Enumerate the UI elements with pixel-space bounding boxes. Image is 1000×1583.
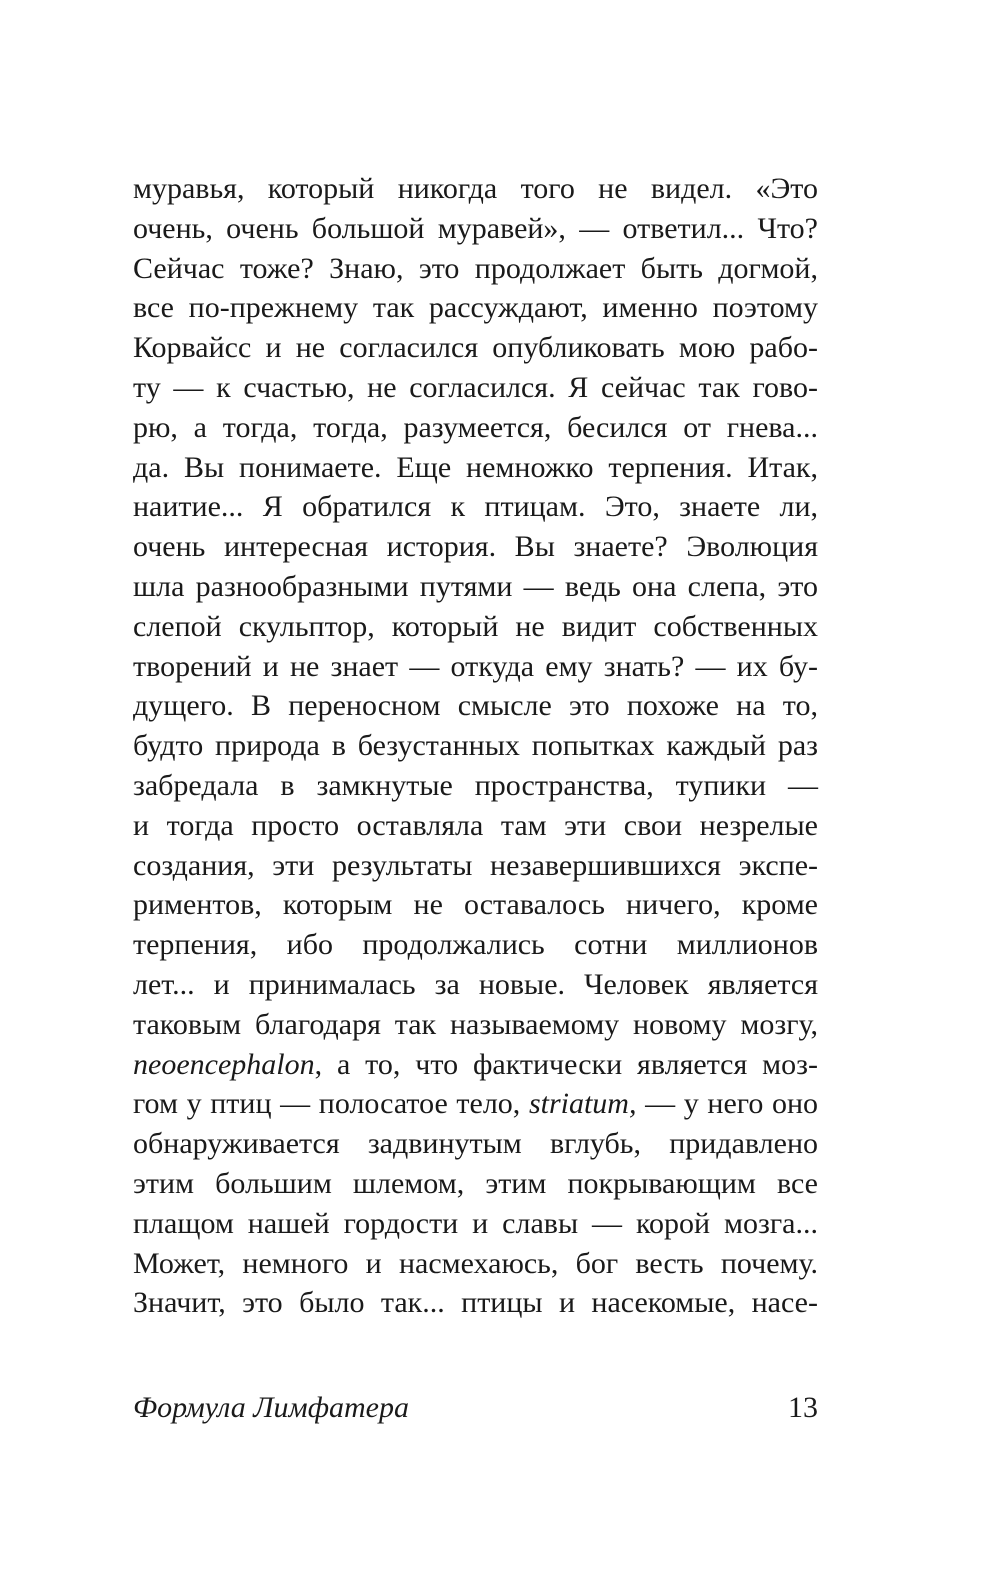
text-segment: — у него оно — [636, 1087, 819, 1121]
text-segment: дущего. В переносном смысле это похоже на то, — [133, 689, 818, 723]
text-segment: обнаруживается задвинутым вглубь, придавлено — [133, 1127, 818, 1161]
text-line — [133, 567, 818, 607]
text-line — [133, 846, 818, 886]
italic-term: striatum, — [528, 1087, 637, 1121]
text-segment: ту — к счастью, не согласился. Я сейчас так гово- — [133, 370, 818, 404]
text-line — [133, 1124, 818, 1164]
italic-term: neoencephalon — [133, 1047, 315, 1081]
text-line — [133, 806, 818, 846]
text-segment: плащом нашей гордости и славы — корой мозга... — [133, 1206, 818, 1240]
text-segment: очень интересная история. Вы знаете? Эволюция — [133, 530, 818, 564]
text-segment: шла разнообразными путями — ведь она слепа, это — [133, 569, 818, 603]
text-segment: рю, а тогда, тогда, разумеется, бесился от гнева... — [133, 410, 818, 444]
text-line — [133, 1244, 818, 1284]
text-line — [133, 1045, 818, 1085]
text-segment: лет... и принималась за новые. Человек является — [133, 967, 818, 1001]
text-segment: будто природа в безустанных попытках каждый раз — [133, 729, 818, 763]
text-line — [133, 607, 818, 647]
text-segment: слепой скульптор, который не видит собственных — [133, 609, 818, 643]
text-segment: Значит, это было так... птицы и насекомые, насе- — [133, 1286, 818, 1320]
text-line — [133, 647, 818, 687]
text-line — [133, 686, 818, 726]
text-segment: да. Вы понимаете. Еще немножко терпения. Итак, — [133, 450, 818, 484]
text-line — [133, 288, 818, 328]
text-line — [133, 965, 818, 1005]
text-line — [133, 925, 818, 965]
text-segment: таковым благодаря так называемому новому мозгу, — [133, 1007, 818, 1041]
body-text — [133, 169, 818, 1323]
text-segment: забредала в замкнутые пространства, тупики — — [133, 768, 818, 802]
text-line — [133, 766, 818, 806]
text-line — [133, 885, 818, 925]
text-line — [133, 1005, 818, 1045]
text-line — [133, 1204, 818, 1244]
text-segment: и тогда просто оставляла там эти свои незрелые — [133, 808, 818, 842]
text-segment: риментов, которым не оставалось ничего, кроме — [133, 888, 818, 922]
text-segment: создания, эти результаты незавершившихся экспе- — [133, 848, 818, 882]
page-footer — [133, 1388, 818, 1428]
text-segment: терпения, ибо продолжались сотни миллионов — [133, 928, 818, 962]
text-segment: очень, очень большой муравей», — ответил... Что? — [133, 211, 818, 245]
text-segment: , а то, что фактически является моз- — [314, 1047, 818, 1081]
text-line — [133, 328, 818, 368]
text-segment: Может, немного и насмехаюсь, бог весть почему. — [133, 1246, 818, 1280]
text-segment: Сейчас тоже? Знаю, это продолжает быть догмой, — [133, 251, 818, 285]
text-line — [133, 1084, 818, 1124]
text-line — [133, 408, 818, 448]
text-line — [133, 249, 818, 289]
text-line — [133, 209, 818, 249]
text-segment: все по-прежнему так рассуждают, именно поэтому — [133, 291, 818, 325]
text-segment: Корвайсс и не согласился опубликовать мою рабо- — [133, 331, 818, 365]
text-line — [133, 1283, 818, 1323]
page-number: 13 — [788, 1391, 818, 1424]
text-line — [133, 527, 818, 567]
text-line — [133, 448, 818, 488]
text-segment: гом у птиц — полосатое тело, — [133, 1087, 529, 1121]
text-line — [133, 726, 818, 766]
text-line — [133, 487, 818, 527]
text-line — [133, 368, 818, 408]
text-segment: муравья, который никогда того не видел. «Это — [133, 172, 818, 205]
text-segment: наитие... Я обратился к птицам. Это, знаете ли, — [133, 490, 818, 524]
text-segment: этим большим шлемом, этим покрывающим все — [133, 1166, 818, 1200]
text-line — [133, 1164, 818, 1204]
text-segment: творений и не знает — откуда ему знать? — их бу- — [133, 649, 818, 683]
running-title: Формула Лимфатера — [133, 1391, 409, 1424]
text-line — [133, 169, 818, 209]
